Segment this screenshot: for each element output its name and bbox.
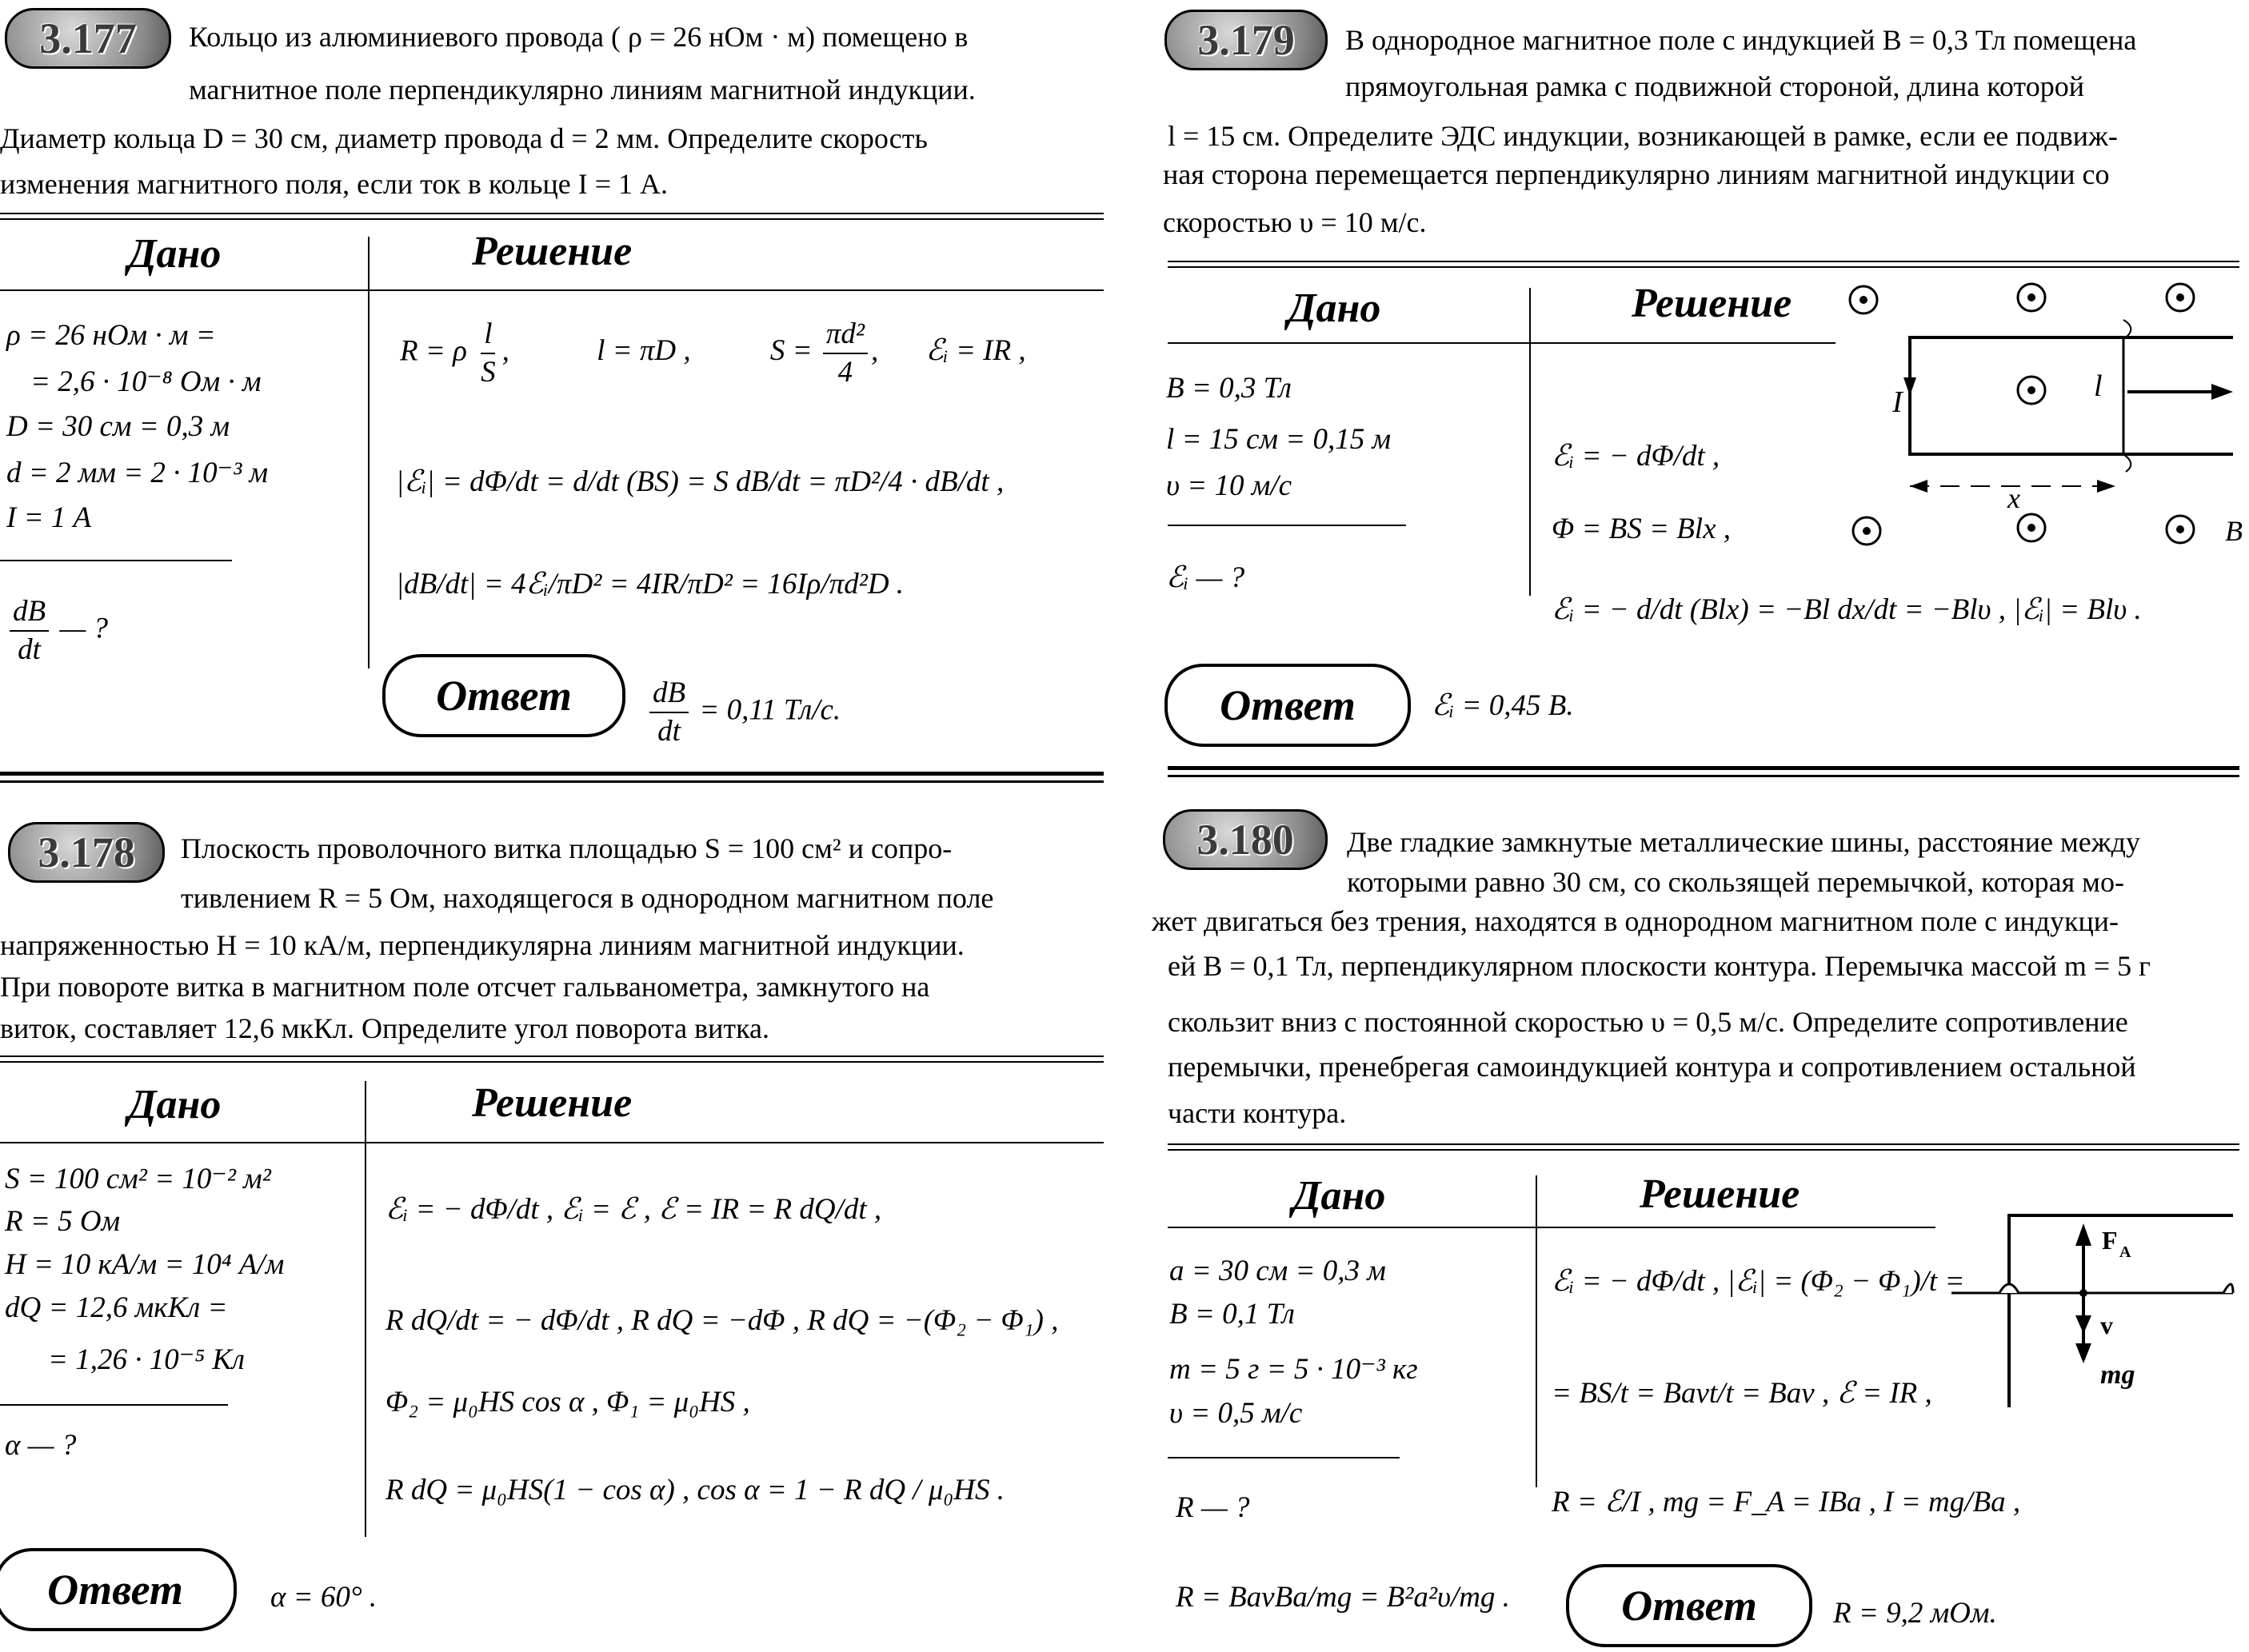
divider [0, 289, 1104, 291]
frame-diagram [1840, 272, 2243, 547]
solution-line: = BS/t = Bavt/t = Bav , ℰ = IR , [1552, 1377, 1932, 1410]
section-divider [0, 772, 1104, 783]
solution-line: ℰᵢ = − dΦ/dt , |ℰᵢ| = (Φ₂ − Φ₁)/t = [1552, 1265, 1965, 1298]
answer-label: Ответ [1164, 664, 1411, 747]
problem-statement-line: ей B = 0,1 Тл, перпендикулярном плоскости контура. Перемычка массой m = 5 г [1168, 950, 2151, 982]
solution-line: |dB/dt| = 4ℰᵢ/πD² = 4IR/πD² = 16Iρ/πd²D . [396, 568, 905, 601]
solution-line: ℰᵢ = − d/dt (Blx) = −Bl dx/dt = −Blυ , |ℰᵢ| = Blυ . [1552, 593, 2142, 626]
section-divider [1168, 766, 2239, 777]
problem-statement-line: скоростью υ = 10 м/с. [1163, 206, 1427, 238]
problem-statement-line: изменения магнитного поля, если ток в кольце I = 1 А. [0, 168, 668, 200]
solution-header: Решение [472, 1080, 633, 1126]
given-line: I = 1 А [6, 501, 92, 534]
given-header: Дано [128, 1082, 222, 1127]
given-line: a = 30 см = 0,3 м [1169, 1255, 1386, 1287]
solution-line: Φ = BS = Blx , [1552, 513, 1732, 545]
problem-statement-line: скользит вниз с постоянной скоростью υ = 0,5 м/с. Определите сопротивление [1168, 1006, 2128, 1038]
divider [1168, 1457, 1400, 1458]
final-formula: R = BavBa/mg = B²a²υ/mg . [1176, 1581, 1510, 1614]
answer-value: R = 9,2 мОм. [1833, 1597, 1997, 1630]
answer-label: Ответ [1566, 1564, 1812, 1647]
solution-header: Решение [1632, 281, 1792, 326]
answer-label: Ответ [382, 654, 625, 737]
solution-header: Решение [472, 229, 633, 274]
given-line: = 1,26 · 10⁻⁵ Кл [48, 1343, 246, 1376]
problem-statement-line: виток, составляет 12,6 мкКл. Определите угол поворота витка. [0, 1012, 769, 1044]
given-line: D = 30 см = 0,3 м [6, 410, 230, 443]
given-header: Дано [1288, 285, 1381, 331]
problem-statement-line: перемычки, пренебрегая самоиндукцией контура и сопротивлением остальной [1168, 1051, 2136, 1083]
given-line: B = 0,3 Тл [1166, 372, 1292, 405]
answer-value: ℰᵢ = 0,45 В. [1432, 689, 1574, 722]
divider [1168, 1143, 2239, 1151]
problem-statement-line: жет двигаться без трения, находятся в однородном магнитном поле с индукци- [1152, 905, 2119, 937]
given-line: R = 5 Ом [5, 1205, 121, 1238]
solution-line: R = ρ $\frac{l}{S}$ , l = πD , S = $\frac{\text{πd²}}{4}$ , ℰᵢ = IR , [400, 317, 1026, 389]
given-line: = 2,6 · 10⁻⁸ Ом · м [30, 365, 262, 398]
gravity-label: mg [2100, 1360, 2135, 1390]
ampere-force-subscript: A [2119, 1243, 2131, 1261]
divider [1168, 1227, 1935, 1228]
problem-statement-line: напряженностью H = 10 кА/м, перпендикулярна линиям магнитной индукции. [0, 929, 965, 961]
problem-number-badge: 3.180 [1163, 809, 1328, 870]
unknown-quantity: R — ? [1176, 1491, 1250, 1524]
ampere-force-label: F [2102, 1226, 2118, 1255]
given-line: H = 10 кА/м = 10⁴ А/м [5, 1248, 285, 1281]
given-line: dQ = 12,6 мкКл = [5, 1291, 228, 1324]
problem-statement-line: Диаметр кольца D = 30 см, диаметр провода d = 2 мм. Определите скорость [0, 122, 928, 154]
rails-diagram [1951, 1191, 2233, 1423]
problem-statement-line: магнитное поле перпендикулярно линиям магнитной индукции. [189, 74, 976, 106]
solution-line: R = ℰ/I , mg = F_A = IBa , I = mg/Ba , [1552, 1486, 2021, 1518]
problem-statement-line: В однородное магнитное поле с индукцией B = 0,3 Тл помещена [1345, 24, 2137, 56]
displacement-label: x [2007, 482, 2020, 514]
divider [1168, 342, 1836, 344]
answer-value: $\frac{dB}{dt}$ = 0,11 Тл/с. [646, 675, 841, 750]
unknown-quantity: α — ? [5, 1429, 77, 1462]
answer-label: Ответ [0, 1548, 237, 1631]
given-line: B = 0,1 Тл [1169, 1298, 1295, 1331]
right-column [1152, 0, 2243, 1652]
field-label: B [2225, 515, 2243, 547]
problem-statement-line: прямоугольная рамка с подвижной стороной, длина которой [1345, 70, 2084, 102]
velocity-label: v [2100, 1311, 2113, 1339]
divider [0, 1055, 1104, 1063]
divider [0, 213, 1104, 220]
solution-line: |ℰᵢ| = dΦ/dt = d/dt (BS) = S dB/dt = πD²/4 · dB/dt , [396, 465, 1005, 498]
unknown-quantity: $\frac{dB}{dt}$ — ? [6, 593, 108, 668]
problem-statement-line: Две гладкие замкнутые металлические шины, расстояние между [1347, 826, 2140, 858]
given-line: l = 15 см = 0,15 м [1166, 423, 1392, 456]
column-divider [368, 237, 370, 668]
left-column [0, 0, 1108, 1652]
divider [1168, 525, 1406, 526]
given-line: m = 5 г = 5 · 10⁻³ кг [1169, 1353, 1418, 1386]
given-line: υ = 10 м/с [1166, 469, 1292, 502]
divider [0, 1404, 228, 1406]
solution-header: Решение [1640, 1171, 1800, 1217]
given-header: Дано [1292, 1173, 1386, 1219]
divider [0, 1142, 1104, 1143]
given-line: S = 100 см² = 10⁻² м² [5, 1163, 271, 1195]
problem-number-badge: 3.177 [5, 8, 171, 69]
problem-statement-line: При повороте витка в магнитном поле отсчет гальванометра, замкнутого на [0, 971, 930, 1003]
problem-statement-line: части контура. [1168, 1097, 1347, 1129]
length-label: l [2094, 369, 2103, 403]
answer-value: α = 60° . [270, 1581, 377, 1614]
solution-line: R dQ/dt = − dΦ/dt , R dQ = −dΦ , R dQ = −(Φ₂ − Φ₁) , [385, 1304, 1059, 1337]
solution-line: ℰᵢ = − dΦ/dt , ℰᵢ = ℰ , ℰ = IR = R dQ/dt , [385, 1193, 882, 1226]
problem-number-badge: 3.179 [1164, 10, 1328, 70]
solution-line: ℰᵢ = − dΦ/dt , [1552, 440, 1720, 473]
problem-statement-line: которыми равно 30 см, со скользящей перемычкой, которая мо- [1347, 866, 2124, 898]
given-line: d = 2 мм = 2 · 10⁻³ м [6, 457, 269, 489]
problem-statement-line: тивлением R = 5 Ом, находящегося в однородном магнитном поле [181, 882, 994, 914]
column-divider [1529, 288, 1531, 596]
unknown-quantity: ℰᵢ — ? [1166, 561, 1245, 594]
given-header: Дано [128, 231, 222, 277]
column-divider [1536, 1175, 1537, 1487]
problem-number-badge: 3.178 [8, 822, 165, 883]
solution-line: R dQ = μ₀HS(1 − cos α) , cos α = 1 − R dQ / μ₀HS . [385, 1474, 1005, 1506]
given-line: υ = 0,5 м/с [1169, 1397, 1303, 1430]
column-divider [365, 1081, 366, 1537]
current-label: I [1892, 385, 1903, 419]
divider [0, 560, 232, 561]
solution-line: Φ₂ = μ₀HS cos α , Φ₁ = μ₀HS , [385, 1386, 750, 1419]
given-line: ρ = 26 нОм · м = [6, 319, 216, 352]
problem-statement-line: Плоскость проволочного витка площадью S = 100 см² и сопро- [181, 832, 953, 864]
problem-statement-line: Кольцо из алюминиевого провода ( ρ = 26 нОм · м) помещено в [189, 21, 969, 53]
problem-statement-line: ная сторона перемещается перпендикулярно линиям магнитной индукции со [1163, 158, 2110, 190]
divider [1168, 261, 2239, 268]
problem-statement-line: l = 15 см. Определите ЭДС индукции, возникающей в рамке, если ее подвиж- [1168, 120, 2118, 152]
